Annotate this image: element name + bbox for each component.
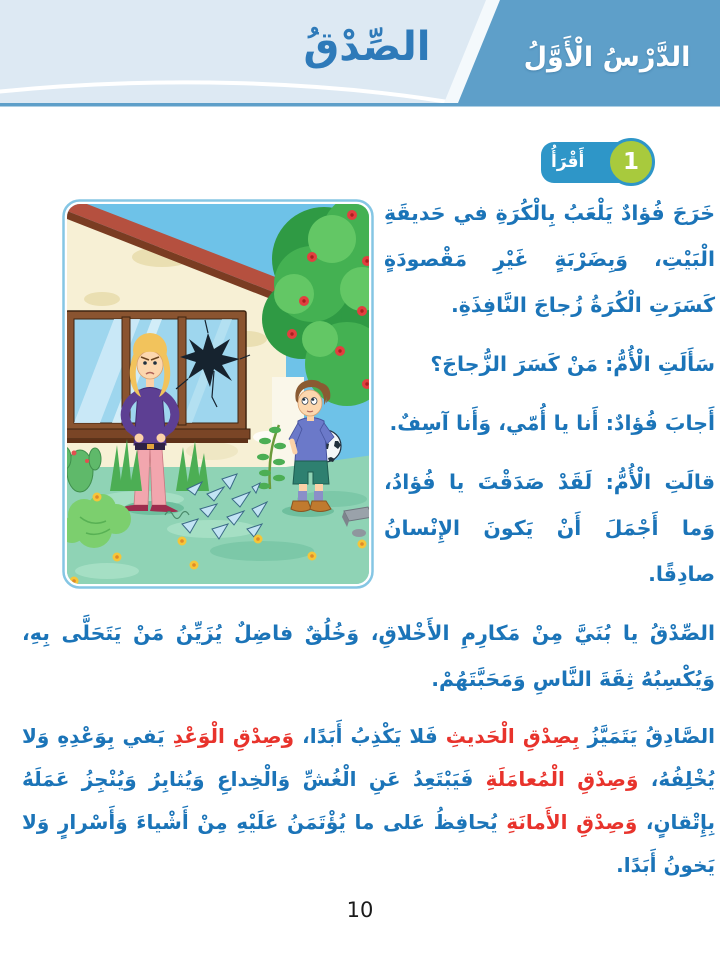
lesson-content	[22, 190, 715, 887]
story-paragraph: الصِّدْقُ يا بُنَيَّ مِنْ مَكارِمِ الأَخْلاقِ، وَخُلُقٌ فاضِلٌ يُزَيِّنُ مَنْ يَتَحَلَّى بِهِ، وَيُكْسِبُهُ ثِقَةَ النَّاسِ وَمَحَبَّتَهُمْ.	[22, 621, 715, 691]
story-paragraph: سَأَلَتِ الْأُمُّ: مَنْ كَسَرَ الزُّجاجَ؟	[430, 352, 715, 376]
story-paragraph: خَرَجَ فُؤادٌ يَلْعَبُ بِالْكُرَةِ في حَديقَةِ الْبَيْتِ، وَبِضَرْبَةٍ غَيْرِ مَقْصودَةٍ كَسَرَتِ الْكُرَةُ زُجاجَ النَّافِذَةِ.	[384, 201, 715, 317]
values-segment-blue: يَفي بِوَعْدِهِ وَلا يُخْلِفُهُ،	[22, 724, 715, 791]
values-segment-blue: الصَّادِقُ يَتَمَيَّزُ	[579, 724, 716, 748]
page-number: 10	[346, 898, 374, 922]
values-segment-red: وَصِدْقِ الْوَعْدِ	[172, 724, 295, 748]
values-segment-blue: يُحافِظُ عَلى ما يُؤْتَمَنُ عَلَيْهِ مِنْ أَشْياءَ وَأَسْرارٍ وَلا يَخونُ أَبَدًا.	[22, 810, 715, 877]
story-paragraph: قالَتِ الْأُمُّ: لَقَدْ صَدَقْتَ يا فُؤادُ، وَما أَجْمَلَ أَنْ يَكونَ الإِنْسانُ صادِقًا.	[384, 470, 715, 586]
values-segment-blue: فَيَبْتَعِدُ عَنِ الْغُشِّ وَالْخِداعِ وَيُثابِرُ وَيُنْجِزُ عَمَلَهُ بِإِتْقانٍ،	[22, 767, 715, 834]
page-title: الصِّدْقُ	[303, 24, 431, 70]
lesson-number-label: الدَّرْسُ الْأَوَّلُ	[523, 42, 691, 73]
values-segment-red: وَصِدْقِ الْمُعامَلَةِ	[485, 767, 639, 791]
read-activity-badge[interactable]	[541, 142, 651, 183]
lesson-header	[0, 0, 720, 112]
story-paragraph: أَجابَ فُؤادٌ: أَنا يا أُمّي، وَأَنا آسِفٌ.	[389, 411, 715, 435]
read-activity-label: أَقْرَأُ	[551, 152, 585, 172]
story-illustration	[62, 199, 374, 589]
values-segment-red: بِصِدْقِ الْحَديثِ	[445, 724, 580, 748]
activity-number-badge: 1	[607, 138, 655, 186]
values-paragraph	[22, 715, 715, 887]
values-segment-blue: فَلا يَكْذِبُ أَبَدًا،	[294, 724, 446, 748]
values-segment-red: وَصِدْقِ الأَمانَةِ	[506, 810, 638, 834]
